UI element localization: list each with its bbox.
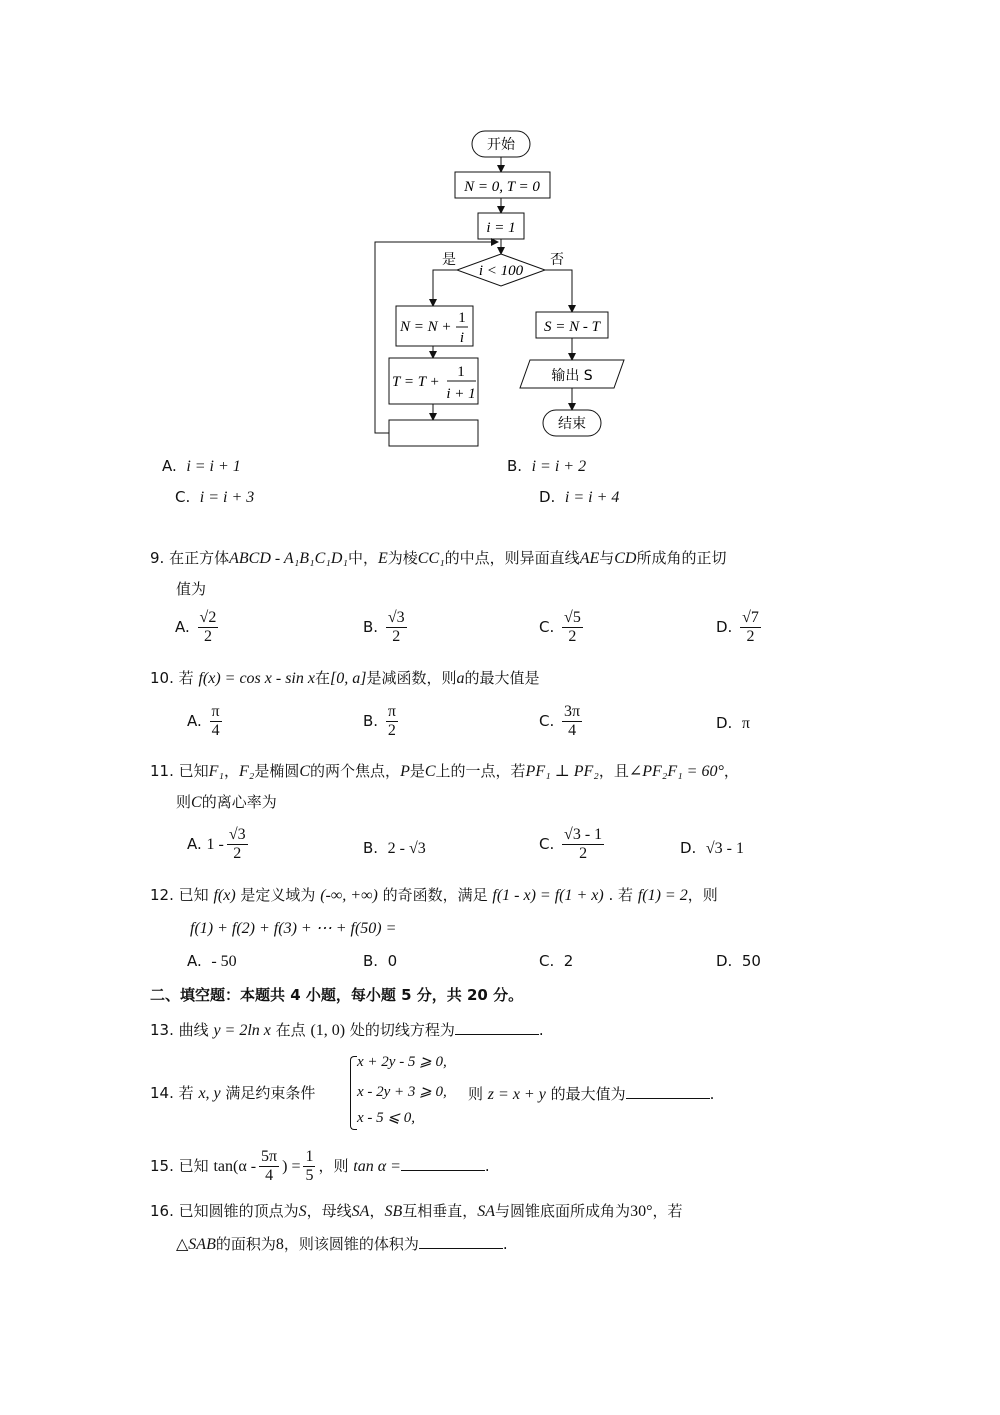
flowchart <box>0 0 1000 450</box>
math: 8 <box>275 1236 284 1253</box>
option-text: 2 <box>563 952 574 970</box>
q10-option-c <box>539 703 585 740</box>
flowchart-svg <box>0 0 1000 450</box>
frac-num: √2 <box>199 609 217 626</box>
math: S <box>298 1203 307 1220</box>
question-number: 10. <box>150 669 174 687</box>
text: ，则 <box>687 886 718 904</box>
frac-num: π <box>211 703 220 720</box>
math: 30° <box>630 1203 653 1220</box>
frac-den: 4 <box>211 722 220 739</box>
option-fraction <box>386 703 398 740</box>
frac-num: √3 - 1 <box>564 826 603 843</box>
q10-option-d <box>716 712 750 735</box>
frac-num: π <box>387 703 396 720</box>
math: tan α = <box>353 1158 401 1175</box>
option-text: i = i + 1 <box>186 458 241 475</box>
q8-option-b <box>507 455 586 478</box>
option-fraction <box>562 609 583 646</box>
option-fraction <box>562 826 604 863</box>
frac-num: √3 <box>387 609 405 626</box>
no-label: 否 <box>550 252 564 268</box>
text: 在正方体 <box>169 549 230 567</box>
text: 已知 <box>178 886 209 904</box>
option-fraction <box>740 609 761 646</box>
frac-den: 2 <box>746 628 755 645</box>
option-text: 1 - <box>206 836 224 853</box>
math: SA <box>351 1203 370 1220</box>
q16-stem-line2 <box>176 1232 508 1256</box>
q11-option-d <box>680 837 744 860</box>
math: (1, 0) <box>310 1022 346 1039</box>
condition-label: i < 100 <box>478 263 524 279</box>
q12-option-d <box>716 950 761 972</box>
constraint-3: x - 5 ⩽ 0, <box>357 1110 415 1126</box>
yes-label: 是 <box>442 252 456 268</box>
math: P <box>400 763 410 780</box>
question-number: 12. <box>150 886 174 904</box>
question-number: 11. <box>150 762 174 780</box>
q14-stem-right <box>468 1082 714 1106</box>
option-label: D. <box>716 952 733 970</box>
text: 与圆锥底面所成角为 <box>495 1202 631 1220</box>
q12-option-a <box>187 950 237 973</box>
constraint-2: x - 2y + 3 ⩾ 0, <box>357 1084 447 1100</box>
frac-num: 3π <box>564 703 581 720</box>
text: 的离心率为 <box>201 793 277 811</box>
q8-option-c <box>175 486 254 509</box>
math: f(1 - x) = f(1 + x) <box>492 887 604 904</box>
option-label: B. <box>363 618 379 636</box>
answer-blank[interactable] <box>626 1082 710 1099</box>
question-number: 13. <box>150 1021 174 1039</box>
text: 在 <box>314 669 330 687</box>
q12-option-b <box>363 950 397 972</box>
text: 在点 <box>275 1021 306 1039</box>
math: C <box>191 794 202 811</box>
frac-den: 2 <box>568 628 577 645</box>
frac-num: √5 <box>564 609 581 626</box>
frac-num: √7 <box>742 609 759 626</box>
q11-stem-line1 <box>150 760 739 783</box>
math: ) = <box>282 1158 301 1175</box>
option-text: - 50 <box>211 953 237 970</box>
option-label: B. <box>363 712 379 730</box>
option-label: D. <box>716 618 733 636</box>
option-label: A. <box>187 835 202 853</box>
text: 是 <box>409 762 425 780</box>
text: 满足约束条件 <box>225 1084 316 1102</box>
q12-option-c <box>539 950 573 972</box>
math: CC₁ <box>417 550 445 567</box>
math: f(1) + f(2) + f(3) + ⋯ + f(50) = <box>190 920 397 937</box>
q11-option-a <box>187 826 251 863</box>
math: CD <box>614 550 637 567</box>
text: ，则该圆锥的体积为 <box>283 1235 419 1253</box>
math: ∠PF₂F₁ = 60° <box>628 763 724 780</box>
frac-den: 2 <box>579 845 588 862</box>
arrow-no-branch <box>545 270 572 312</box>
option-label: B. <box>507 457 523 475</box>
option-label: A. <box>187 712 202 730</box>
t-update-den: i + 1 <box>446 386 476 402</box>
blank-box <box>389 420 478 446</box>
constraint-1: x + 2y - 5 ⩾ 0, <box>357 1054 447 1070</box>
frac-num: 5π <box>261 1148 278 1165</box>
q16-stem-line1 <box>150 1200 682 1223</box>
text: 是减函数，则 <box>366 669 457 687</box>
option-label: C. <box>539 952 555 970</box>
text: 中， <box>347 549 378 567</box>
frac-den: 4 <box>265 1167 274 1184</box>
frac-den: 4 <box>568 722 577 739</box>
answer-blank[interactable] <box>401 1154 485 1171</box>
math-fraction <box>259 1148 279 1185</box>
math: f(x) <box>213 887 236 904</box>
q11-option-b <box>363 837 426 860</box>
n-update-den: i <box>459 330 465 346</box>
q12-stem-line2 <box>190 917 396 940</box>
option-label: C. <box>539 835 555 853</box>
q10-option-b <box>363 703 401 740</box>
text: 的面积为 <box>215 1235 276 1253</box>
option-text: 2 - √3 <box>387 840 426 857</box>
q10-stem <box>150 667 539 690</box>
math: SA <box>477 1203 496 1220</box>
section-heading: 二、填空题：本题共 4 小题，每小题 5 分，共 20 分。 <box>150 986 524 1004</box>
text: ，且 <box>598 762 629 780</box>
text: . <box>709 1085 715 1103</box>
text: 曲线 <box>178 1021 209 1039</box>
math: z = x + y <box>487 1086 546 1103</box>
text: 若 <box>178 1084 194 1102</box>
t-update-lhs: T = T + <box>392 374 440 390</box>
text: 与 <box>599 549 615 567</box>
text: ，则 <box>318 1157 349 1175</box>
text: . <box>538 1021 544 1039</box>
question-number: 16. <box>150 1202 174 1220</box>
n-update-lhs: N = N + <box>400 319 452 335</box>
option-label: B. <box>363 839 379 857</box>
s-label: S = N - T <box>544 319 600 335</box>
math: [0, a] <box>329 670 367 687</box>
arrow-yes-branch <box>433 270 457 306</box>
option-text: i = i + 2 <box>531 458 587 475</box>
math: f(x) = cos x - sin x <box>198 670 315 687</box>
math: a <box>456 670 465 687</box>
frac-den: 2 <box>387 722 396 739</box>
math: f(1) = 2 <box>637 887 688 904</box>
math: tan(α - <box>213 1158 257 1175</box>
option-text: π <box>741 715 750 732</box>
text: 处的切线方程为 <box>349 1021 455 1039</box>
q9-stem-line2: 值为 <box>176 580 207 598</box>
answer-blank[interactable] <box>419 1232 503 1249</box>
text: 已知 <box>178 762 209 780</box>
text: 的两个焦点， <box>310 762 401 780</box>
math: F₁ <box>208 763 224 780</box>
question-number: 15. <box>150 1157 174 1175</box>
t-update-num: 1 <box>457 364 465 380</box>
text: 的最大值是 <box>464 669 540 687</box>
option-fraction <box>210 703 222 740</box>
text: 已知 <box>178 1157 209 1175</box>
text: 已知圆锥的顶点为 <box>178 1202 299 1220</box>
text: 为棱 <box>387 549 418 567</box>
q11-stem-line2 <box>176 791 277 814</box>
q9-option-d <box>716 609 764 646</box>
math: ABCD - A₁B₁C₁D₁ <box>229 550 348 567</box>
text: 的奇函数，满足 <box>382 886 488 904</box>
frac-num: √3 <box>228 826 246 843</box>
text: 是椭圆 <box>254 762 300 780</box>
answer-blank[interactable] <box>455 1018 539 1035</box>
math: x, y <box>198 1085 221 1102</box>
output-label: 输出 S <box>551 368 593 384</box>
math-fraction <box>303 1148 315 1185</box>
q8-option-d <box>539 486 619 509</box>
text: 的最大值为 <box>550 1085 626 1103</box>
q12-stem-line1 <box>150 884 718 907</box>
text: 所成角的正切 <box>636 549 727 567</box>
question-number: 9. <box>150 549 165 567</box>
math: E <box>377 550 388 567</box>
start-label: 开始 <box>487 137 515 153</box>
option-fraction <box>386 609 407 646</box>
init-label: N = 0, T = 0 <box>464 179 540 195</box>
option-text: 50 <box>741 952 761 970</box>
text: . 若 <box>608 886 634 904</box>
option-label: D. <box>680 839 697 857</box>
text: 则 <box>176 793 192 811</box>
text: ， <box>369 1202 385 1220</box>
option-label: A. <box>175 618 190 636</box>
text: ，若 <box>652 1202 683 1220</box>
option-fraction <box>227 826 248 863</box>
option-label: C. <box>539 712 555 730</box>
q10-option-a <box>187 703 225 740</box>
option-text: i = i + 3 <box>199 489 255 506</box>
option-label: B. <box>363 952 379 970</box>
text: 上的一点，若 <box>435 762 526 780</box>
frac-den: 2 <box>203 628 212 645</box>
q9-option-c <box>539 609 586 646</box>
option-label: A. <box>162 457 177 475</box>
n-update-num: 1 <box>458 310 466 326</box>
option-fraction <box>198 609 219 646</box>
set-i-label: i = 1 <box>486 220 516 236</box>
math: △SAB <box>176 1236 216 1253</box>
option-label: D. <box>539 488 556 506</box>
text: 则 <box>468 1085 484 1103</box>
text: . <box>502 1235 508 1253</box>
q9-option-b <box>363 609 410 646</box>
option-label: A. <box>187 952 202 970</box>
constraint-brace <box>350 1056 357 1130</box>
text: 互相垂直， <box>402 1202 478 1220</box>
option-text: i = i + 4 <box>564 489 620 506</box>
text: ， <box>723 762 739 780</box>
math: AE <box>579 550 600 567</box>
q9-stem-line1 <box>150 547 727 570</box>
q15-stem <box>150 1148 490 1185</box>
frac-den: 5 <box>305 1167 314 1184</box>
option-fraction <box>562 703 582 740</box>
q9-option-a <box>175 609 221 646</box>
q8-option-a <box>162 455 241 478</box>
math: (-∞, +∞) <box>320 887 378 904</box>
math: y = 2ln x <box>213 1022 271 1039</box>
text: . <box>484 1157 490 1175</box>
option-text: √3 - 1 <box>705 840 744 857</box>
frac-den: 2 <box>392 628 401 645</box>
math: C <box>424 763 436 780</box>
math: F₂ <box>239 763 255 780</box>
math: SB <box>384 1203 403 1220</box>
q11-option-c <box>539 826 607 863</box>
text: ，母线 <box>306 1202 352 1220</box>
q13-stem <box>150 1018 544 1042</box>
option-text: 0 <box>387 952 398 970</box>
math: C <box>299 763 311 780</box>
text: 若 <box>178 669 194 687</box>
option-label: D. <box>716 714 733 732</box>
math: PF₁ ⊥ PF₂ <box>525 763 599 780</box>
q14-stem-left <box>150 1082 315 1105</box>
option-label: C. <box>175 488 191 506</box>
end-label: 结束 <box>558 416 586 432</box>
question-number: 14. <box>150 1084 174 1102</box>
frac-num: 1 <box>305 1148 314 1165</box>
text: 的中点，则异面直线 <box>444 549 580 567</box>
option-label: C. <box>539 618 555 636</box>
frac-den: 2 <box>233 845 242 862</box>
text: ， <box>224 762 240 780</box>
text: 是定义域为 <box>240 886 316 904</box>
